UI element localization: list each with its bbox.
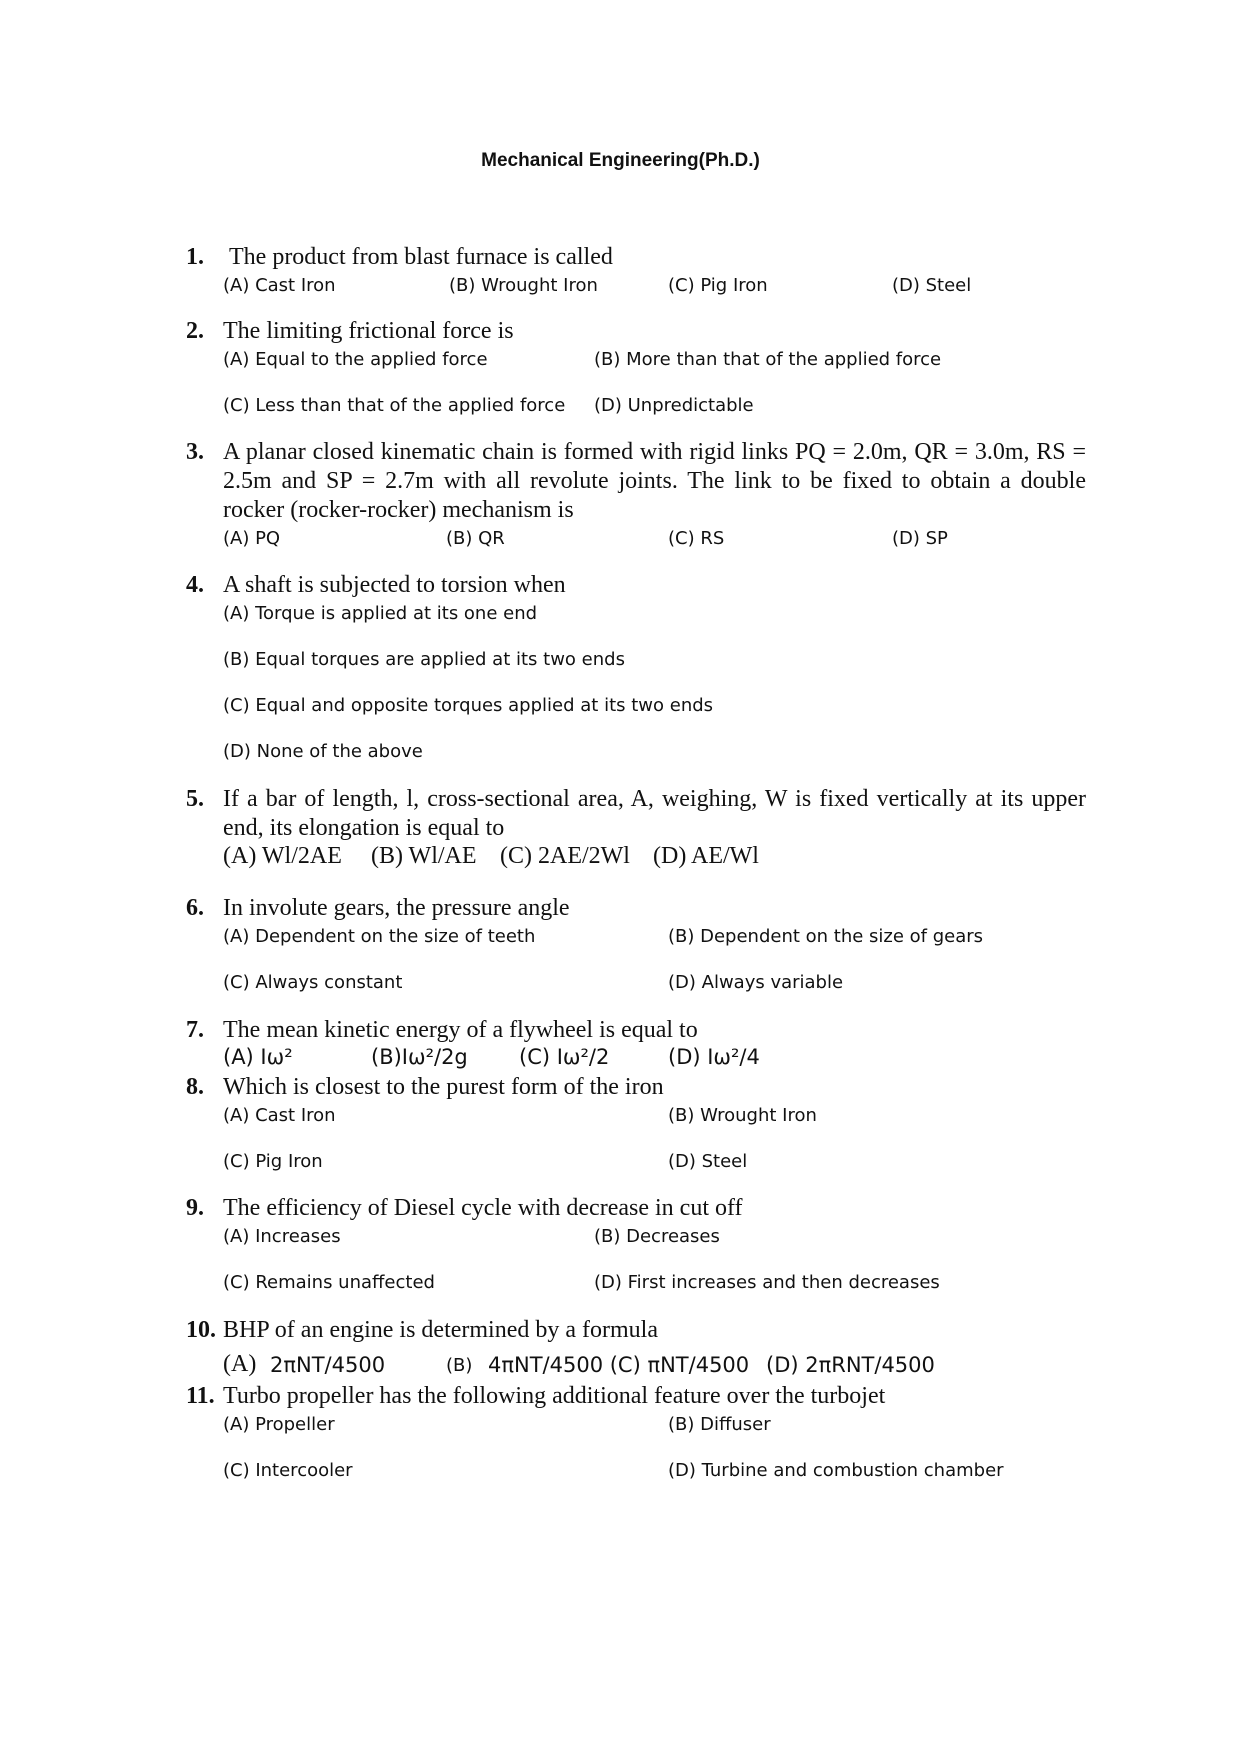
option-b: (B) Wl/AE	[371, 843, 477, 869]
option-b: (B) QR	[446, 528, 505, 549]
option-d: (D) Steel	[668, 1151, 748, 1172]
option-d: (D) First increases and then decreases	[594, 1272, 940, 1293]
option-c: (C) Equal and opposite torques applied at its two ends	[223, 695, 714, 716]
question-number: 6.	[186, 895, 204, 921]
option-d: (D) 2πRNT/4500	[766, 1353, 935, 1377]
question-text: The mean kinetic energy of a flywheel is equal to	[223, 1017, 698, 1043]
option-b: (B) Wrought Iron	[668, 1105, 817, 1126]
question-number: 3.	[186, 439, 204, 465]
option-b: (B)Iω²/2g	[371, 1045, 468, 1069]
option-a: (A) Cast Iron	[223, 275, 336, 296]
question-text: The product from blast furnace is called	[229, 244, 613, 270]
option-b: (B) More than that of the applied force	[594, 349, 942, 370]
question-11	[186, 1382, 1086, 1484]
option-d: (D) Turbine and combustion chamber	[668, 1460, 1004, 1481]
option-c: (C) Iω²/2	[519, 1045, 610, 1069]
question-number: 7.	[186, 1017, 204, 1043]
question-7	[186, 1016, 1086, 1072]
option-b-c-value: 4πNT/4500 (C) πNT/4500	[488, 1353, 750, 1377]
question-text: A planar closed kinematic chain is formed with rigid links PQ = 2.0m, QR = 3.0m, RS = 2.5m and SP = 2.7m with all revolute joints. The link to be fixed to obtain a double rocker (rocker-rocker) mechanism is	[223, 439, 1086, 523]
question-2	[186, 317, 1086, 419]
question-number: 2.	[186, 318, 204, 344]
option-a-label: (A)	[223, 1351, 257, 1377]
question-5	[186, 785, 1086, 872]
question-9	[186, 1194, 1086, 1296]
option-d: (D) Steel	[892, 275, 972, 296]
option-a: (A) Propeller	[223, 1414, 335, 1435]
option-d: (D) Iω²/4	[668, 1045, 760, 1069]
question-number: 9.	[186, 1195, 204, 1221]
option-c: (C) Always constant	[223, 972, 403, 993]
question-text: A shaft is subjected to torsion when	[223, 572, 566, 598]
option-b: (B) Equal torques are applied at its two ends	[223, 649, 625, 670]
option-a: (A) Cast Iron	[223, 1105, 336, 1126]
option-a-value: 2πNT/4500	[270, 1353, 386, 1377]
question-number: 10.	[186, 1317, 216, 1343]
question-3	[186, 438, 1086, 552]
question-number: 5.	[186, 786, 204, 812]
option-a: (A) Dependent on the size of teeth	[223, 926, 536, 947]
option-a: (A) Wl/2AE	[223, 843, 342, 869]
question-8	[186, 1073, 1086, 1175]
option-c: (C) 2AE/2Wl	[500, 843, 630, 869]
question-4	[186, 571, 1086, 765]
question-text: BHP of an engine is determined by a formula	[223, 1317, 658, 1343]
question-text: Which is closest to the purest form of the iron	[223, 1074, 664, 1100]
option-a: (A) Torque is applied at its one end	[223, 603, 538, 624]
option-d: (D) AE/Wl	[653, 843, 759, 869]
option-b: (B) Diffuser	[668, 1414, 771, 1435]
option-d: (D) Always variable	[668, 972, 844, 993]
option-a: (A) Iω²	[223, 1045, 293, 1069]
option-a: (A) Equal to the applied force	[223, 349, 488, 370]
option-a: (A) Increases	[223, 1226, 341, 1247]
option-c: (C) Pig Iron	[223, 1151, 323, 1172]
question-text: If a bar of length, l, cross-sectional area, A, weighing, W is fixed vertically at its upper end, its elongation is equal to	[223, 786, 1086, 841]
option-b: (B) Dependent on the size of gears	[668, 926, 984, 947]
option-b: (B) Wrought Iron	[449, 275, 598, 296]
question-number: 11.	[186, 1383, 215, 1409]
question-10	[186, 1316, 1086, 1381]
option-d: (D) None of the above	[223, 741, 423, 762]
question-text: Turbo propeller has the following additional feature over the turbojet	[223, 1383, 886, 1409]
question-number: 8.	[186, 1074, 204, 1100]
option-c: (C) Less than that of the applied force	[223, 395, 566, 416]
page-title: Mechanical Engineering(Ph.D.)	[481, 150, 760, 171]
option-d: (D) Unpredictable	[594, 395, 754, 416]
question-1	[186, 243, 1086, 299]
option-c: (C) Remains unaffected	[223, 1272, 435, 1293]
option-b-label: (B)	[446, 1355, 473, 1376]
question-6	[186, 894, 1086, 996]
question-text: The limiting frictional force is	[223, 318, 514, 344]
question-number: 4.	[186, 572, 204, 598]
question-text: In involute gears, the pressure angle	[223, 895, 570, 921]
option-c: (C) Pig Iron	[668, 275, 768, 296]
option-d: (D) SP	[892, 528, 948, 549]
question-text: The efficiency of Diesel cycle with decrease in cut off	[223, 1195, 743, 1221]
option-c: (C) RS	[668, 528, 725, 549]
question-number: 1.	[186, 244, 204, 270]
option-c: (C) Intercooler	[223, 1460, 353, 1481]
option-b: (B) Decreases	[594, 1226, 720, 1247]
option-a: (A) PQ	[223, 528, 281, 549]
